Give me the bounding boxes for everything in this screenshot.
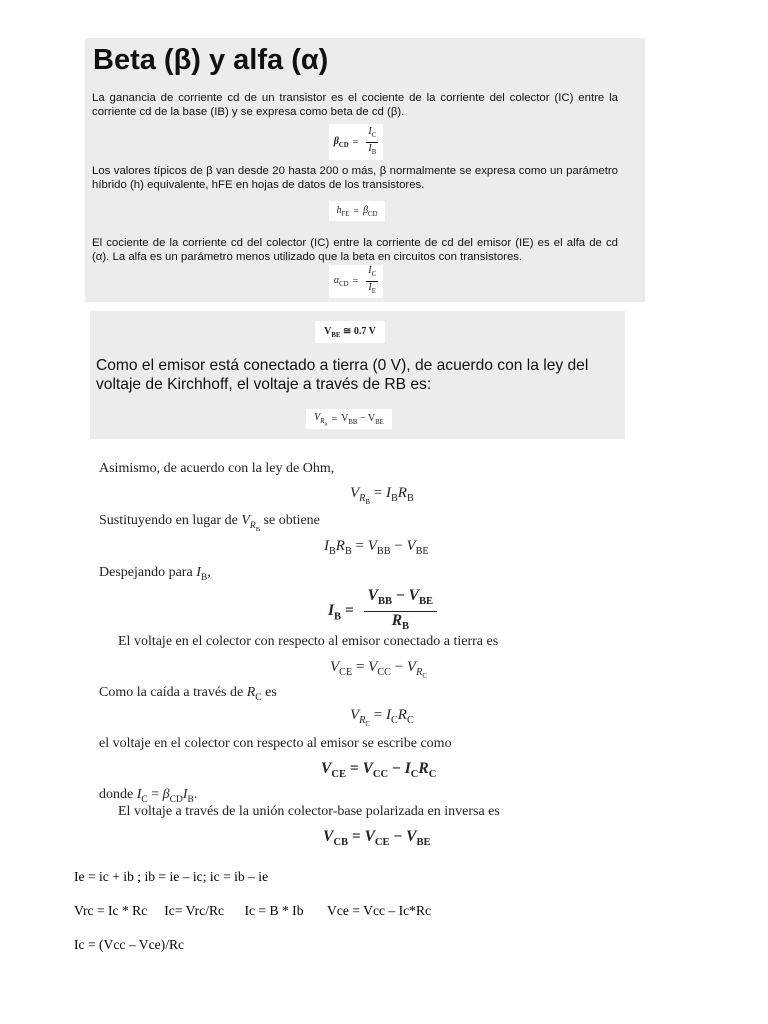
note-line: Ic = (Vcc – Vce)/Rc <box>74 937 185 952</box>
kirchhoff-paragraph: Como el emisor está conectado a tierra (0 V), de acuerdo con la ley del voltaje de Kirchhoff, el voltaje a través de RB es: <box>96 357 589 393</box>
beta-typical-values-paragraph: Los valores típicos de β van desde 20 hasta 200 o más, β normalmente se expresa como un parámetro híbrido (h) equivalente, hFE en hojas de datos de los transistores. <box>92 165 618 191</box>
vce-text: El voltaje en el colector con respecto al emisor conectado a tierra es <box>118 634 499 649</box>
solve-ib-text: Despejando para $I_B$, <box>99 565 211 583</box>
vcb-text: El voltaje a través de la unión colector-base polarizada en inversa es <box>118 804 500 819</box>
alpha-formula: $\alpha_{CD}$ = $\frac{I_C}{I_E}$ <box>329 265 383 298</box>
vrb-formula: $V_{R_B}$ = $V_{BB} - V_{BE}$ <box>306 409 392 429</box>
ibrb-equation: $I_BR_B = V_{BB} - V_{BE}$ <box>324 538 429 557</box>
ohm-law-text: Asimismo, de acuerdo con la ley de Ohm, <box>99 461 335 476</box>
notes-block <box>74 851 431 970</box>
section-title: Beta (β) y alfa (α) <box>93 44 329 76</box>
vrc-equation: $V_{R_C} = I_CR_C$ <box>350 707 414 729</box>
ic-beta-text: donde $I_C = \beta_{CD}I_B$. <box>99 787 198 805</box>
vrb-ohm-equation: $V_{R_B} = I_BR_B$ <box>350 485 414 507</box>
vcb-equation: $V_{CB} = V_{CE} - V_{BE}$ <box>323 828 431 849</box>
ib-equation: $I_B$ = $\frac{V_{BB} - V_{BE}}{R_B}$ <box>328 587 437 636</box>
substitution-text: Sustituyendo en lugar de $V_{R_B}$ se obtiene <box>99 513 320 533</box>
vbe-formula: $V_{BE}$ ≅ 0.7 V <box>315 321 385 343</box>
rc-drop-text: Como la caída a través de $R_C$ es <box>99 685 277 703</box>
collector-voltage-text: el voltaje en el colector con respecto al emisor se escribe como <box>99 736 452 751</box>
vce-icrc-equation: $V_{CE} = V_{CC} - I_CR_C$ <box>321 760 437 781</box>
note-line: Vrc = Ic * Rc Ic= Vrc/Rc Ic = B * Ib Vce = Vcc – Ic*Rc <box>74 903 432 918</box>
alpha-definition-paragraph: El cociente de la corriente cd del colector (IC) entre la corriente de cd del emisor (IE) es el alfa de cd (α). La alfa es un parámetro menos utilizado que la beta en circuitos con transistores. <box>92 237 618 263</box>
beta-formula: $\beta_{CD}$ = $\frac{I_C}{I_B}$ <box>329 124 383 160</box>
vce-equation: $V_{CE} = V_{CC} - V_{R_C}$ <box>330 659 427 681</box>
hfe-formula: $h_{FE}$ = $\beta_{CD}$ <box>329 201 385 221</box>
beta-definition-paragraph: La ganancia de corriente cd de un transistor es el cociente de la corriente del colector (IC) entre la corriente cd de la base (IB) y se expresa como beta de cd (β). <box>92 92 618 118</box>
note-line: Ie = ic + ib ; ib = ie – ic; ic = ib – ie <box>74 869 269 884</box>
